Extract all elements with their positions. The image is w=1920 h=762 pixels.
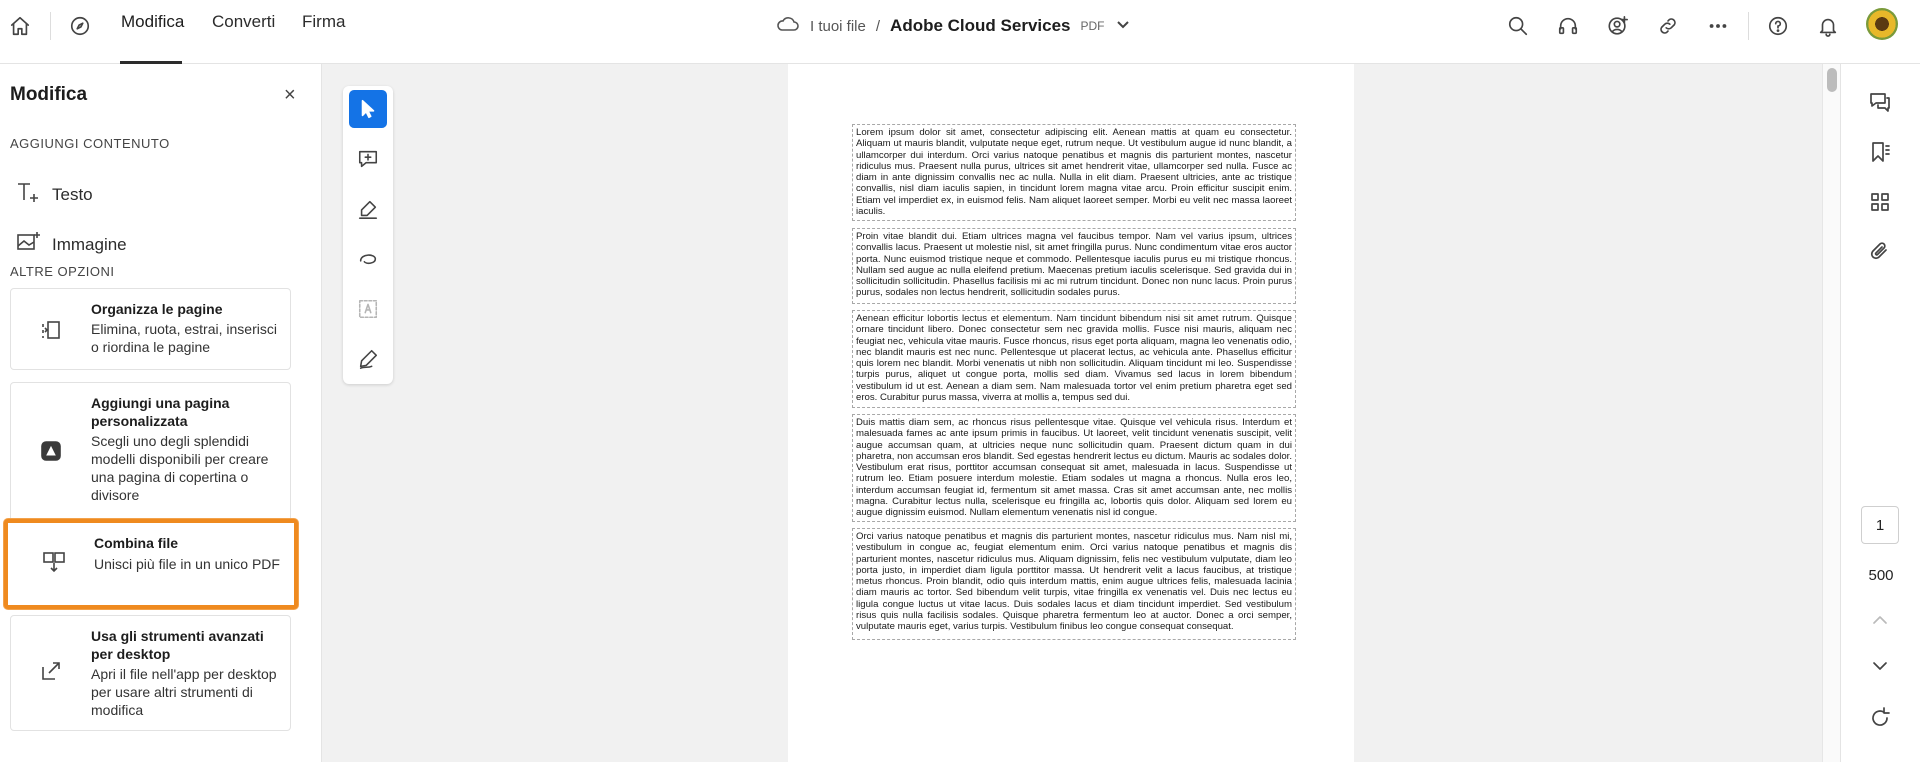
highlighter-icon	[357, 198, 379, 220]
paragraph-block[interactable]: Duis mattis diam sem, ac rhoncus risus pellentesque vitae. Quisque vel vehicula risus. Interdum et malesuada fames ac ante ipsum primis in faucibus. Ut laoreet, velit tincidunt venenatis suscipit, velit augue accumsan quam, at ultricies neque nunc sollicitudin quam. Praesent dictum quam in dui pharetra, non accumsan eros blandit. Sed egestas hendrerit lectus eu dictum. Mauris ac sodales dolor. Vestibulum erat risus, porttitor accumsan consequat sit amet, malesuada in lacus. Suspendisse ut rutrum leo. Etiam posuere interdum molestie. Etiam sodales ut magna a rhoncus. Nulla eros leo, interdum accumsan feugiat id, fermentum sit amet massa. Cras sit amet accumsan ante, nec mollis magna. Curabitur lectus nulla, scelerisque eu fringilla ac, lobortis quis dolor. Aliquam sed lorem eu augue dignissim euismod. Nullam elementum venenatis nisl id congue.	[852, 414, 1296, 522]
combine-files-card[interactable]	[4, 519, 298, 609]
card-description: Elimina, ruota, estrai, inserisci o riordina le pagine	[91, 321, 277, 355]
chevron-down-icon[interactable]	[1104, 17, 1130, 35]
top-bar	[0, 0, 1920, 64]
tab-modifica[interactable]: Modifica	[121, 12, 185, 31]
section-add-content: AGGIUNGI CONTENUTO	[10, 136, 170, 151]
add-comment-button[interactable]	[349, 140, 387, 178]
right-rail	[1840, 64, 1920, 762]
cursor-icon	[357, 98, 379, 120]
breadcrumb	[776, 14, 1130, 38]
link-icon[interactable]	[1654, 12, 1682, 40]
pen-sign-icon	[357, 348, 379, 370]
chevron-down-icon[interactable]	[1866, 652, 1894, 680]
pdf-page	[788, 64, 1354, 762]
card-title: Organizza le pagine	[91, 301, 223, 317]
add-text-button[interactable]	[16, 180, 93, 209]
page-number-input[interactable]: 1	[1861, 506, 1899, 544]
paragraph-block[interactable]: Proin vitae blandit dui. Etiam ultrices magna vel faucibus tempor. Nam vel varius ipsum, ultrices convallis lacus. Praesent ut molestie nisl, sit amet fringilla purus. Nunc condimentum vitae eros auctor porta. Nunc euismod tristique neque et commodo. Pellentesque iaculis purus eu mi tristique rhoncus. Nullam sed augue ac nulla eleifend pretium. Maecenas pretium iaculis scelerisque. Sed gravida dui in sollicitudin sollicitudin. Phasellus facilisis mi ac mi rutrum tincidunt. Donec non nunc lacus. Proin purus purus, sodales non lectus hendrerit, sollicitudin sodales purus.	[852, 228, 1296, 304]
breadcrumb-folder[interactable]: I tuoi file	[810, 17, 866, 35]
search-icon[interactable]	[1504, 12, 1532, 40]
thumbnails-grid-icon[interactable]	[1866, 188, 1894, 216]
combine-files-icon	[42, 550, 66, 574]
freehand-icon	[357, 248, 379, 270]
toolbar-divider	[1748, 12, 1749, 40]
paragraph-block[interactable]: Lorem ipsum dolor sit amet, consectetur adipiscing elit. Aenean mattis at quam eu consectetur. Aliquam ut mauris blandit, vulputate neque eget, rutrum neque. Ut vestibulum augue id nunc blandit, a ullamcorper dui interdum. Orci varius natoque penatibus et magnis dis parturient montes, nascetur ridiculus mus. Praesent nulla purus, ultrices sit amet hendrerit vitae, ullamcorper sed nulla. Fusce ac diam in ante dignissim convallis nec ac nulla. Nulla in elit diam. Praesent ultricies, ante ac tristique convallis, nisl diam iaculis sapien, in tincidunt lorem magna vitae arcu. Proin efficitur suscipit enim. Etiam vel imperdiet ex, in euismod felis. Nam aliquet laoreet semper. Morbi eu velit nec massa laoreet iaculis.	[852, 124, 1296, 221]
comment-add-icon	[357, 148, 379, 170]
add-image-button[interactable]	[16, 230, 127, 259]
card-description: Scegli uno degli splendidi modelli disponibili per creare una pagina di copertina o divisore	[91, 433, 269, 503]
highlight-tool-button[interactable]	[349, 190, 387, 228]
image-add-icon	[16, 230, 52, 259]
cloud-icon	[776, 14, 800, 38]
text-box-tool-button[interactable]	[349, 290, 387, 328]
tab-converti[interactable]: Converti	[212, 12, 276, 31]
desktop-tools-card[interactable]	[10, 615, 291, 731]
zoom-level: 500	[1868, 567, 1894, 584]
section-other-options: ALTRE OPZIONI	[10, 264, 115, 279]
attachment-icon[interactable]	[1866, 238, 1894, 266]
quick-tools-rail	[343, 86, 393, 384]
card-description: Apri il file nell'app per desktop per usare altri strumenti di modifica	[91, 666, 277, 718]
select-tool-button[interactable]	[349, 90, 387, 128]
comments-icon[interactable]	[1866, 88, 1894, 116]
bookmark-icon[interactable]	[1866, 138, 1894, 166]
more-options-icon[interactable]	[1704, 12, 1732, 40]
vertical-scrollbar[interactable]	[1822, 64, 1840, 762]
chevron-up-icon[interactable]	[1866, 606, 1894, 634]
scrollbar-thumb[interactable]	[1827, 68, 1837, 92]
adobe-express-icon	[39, 439, 63, 463]
add-text-label: Testo	[52, 184, 93, 204]
refresh-icon[interactable]	[1866, 704, 1894, 732]
organize-pages-icon	[39, 318, 63, 342]
organize-pages-card[interactable]	[10, 288, 291, 370]
paragraph-block[interactable]: Aenean efficitur lobortis lectus et elementum. Nam tincidunt bibendum nisi sit amet rutrum. Quisque ornare tincidunt libero. Donec consectetur sem nec gravida mollis. Fusce nisi mauris, aliquam nec feugiat nec, vehicula vitae mauris. Fusce rhoncus, risus eget porta aliquam, magna leo venenatis odio, nec blandit mauris est nec nunc. Pellentesque ut placerat lectus, ac vehicula ante. Phasellus efficitur quis lorem nec blandit. Morbi venenatis ut nibh non sollicitudin. Aliquam tincidunt mi leo. Suspendisse turpis purus, aliquet ut congue porta, mollis sed diam. Vivamus sed lacus in lorem bibendum vestibulum id ut est. Aenean a diam sem. Nam malesuada tortor vel enim pretium pharetra eget sed eros. Curabitur purus massa, viverra at mollis a, tempus sed dui.	[852, 310, 1296, 408]
compass-icon[interactable]	[66, 12, 94, 40]
text-add-icon	[16, 180, 52, 209]
panel-title: Modifica	[10, 84, 88, 105]
card-title: Usa gli strumenti avanzati per desktop	[91, 628, 264, 662]
headset-icon[interactable]	[1554, 12, 1582, 40]
bell-icon[interactable]	[1814, 12, 1842, 40]
card-description: Unisci più file in un unico PDF	[94, 556, 280, 572]
document-title: Adobe Cloud Services	[890, 16, 1071, 35]
card-title: Combina file	[94, 535, 179, 551]
text-box-icon	[357, 298, 379, 320]
tab-firma[interactable]: Firma	[302, 12, 346, 31]
card-title: Aggiungi una pagina personalizzata	[91, 395, 230, 429]
open-external-icon	[39, 659, 63, 683]
close-icon[interactable]: ×	[284, 84, 296, 106]
toolbar-divider	[50, 12, 51, 40]
help-icon[interactable]	[1764, 12, 1792, 40]
breadcrumb-separator: /	[875, 17, 881, 35]
avatar[interactable]	[1866, 8, 1898, 40]
edit-panel	[0, 64, 322, 762]
sign-tool-button[interactable]	[349, 340, 387, 378]
share-user-icon[interactable]	[1604, 12, 1632, 40]
home-icon[interactable]	[6, 12, 34, 40]
add-image-label: Immagine	[52, 234, 127, 254]
document-type-badge: PDF	[1080, 19, 1105, 33]
draw-tool-button[interactable]	[349, 240, 387, 278]
paragraph-block[interactable]: Orci varius natoque penatibus et magnis dis parturient montes, nascetur ridiculus mus. Nam nisl mi, vestibulum in congue ac, feugiat elementum enim. Orci varius natoque penatibus et magnis dis parturient montes, nascetur ridiculus mus. Aliquam dignissim, felis nec vestibulum vulputate, diam leo porta justo, in imperdiet diam ligula porttitor massa. Ut hendrerit velit a lacus faucibus, at tristique metus rhoncus. Proin blandit, odio quis interdum mattis, enim augue ultrices felis, malesuada lacinia diam mauris ac tortor. Sed bibendum velit turpis, vitae fringilla ex venenatis vel. Duis nec lectus eu ligula congue luctus ut vitae lacus. Duis sodales lacus et diam tincidunt imperdiet. Sed vestibulum risus quis nulla facilisis sodales. Quisque pharetra fermentum leo at auctor. Donec a orci semper, vulputate mauris eget, varius turpis. Vestibulum finibus leo congue consequat consequat.	[852, 528, 1296, 640]
